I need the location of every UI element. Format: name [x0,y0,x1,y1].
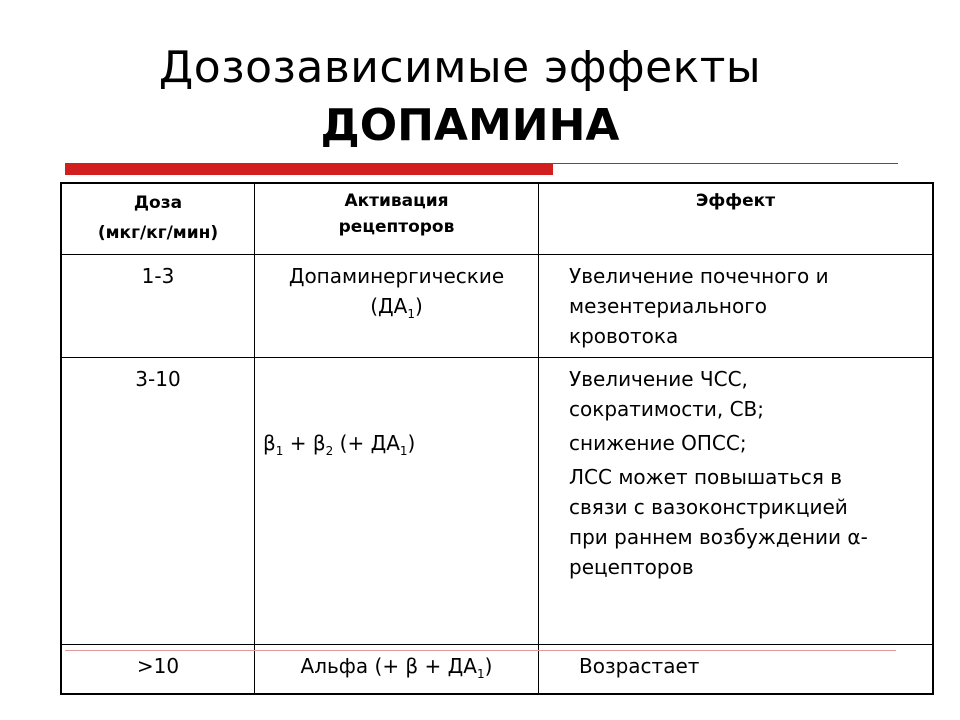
effect-line: при раннем возбуждении α- [569,525,868,549]
receptor-da: (+ ДА [333,431,400,455]
header-effect-label: Эффект [695,191,776,211]
table-row [61,255,933,358]
receptor-text-close: ) [414,294,423,318]
dose-cell: 1-3 [61,255,255,358]
header-activation [255,183,539,255]
effect-line: рецепторов [569,555,694,579]
effect-line: связи с вазоконстрикцией [569,495,848,519]
receptor-close: ) [407,431,416,455]
receptor-cell [255,645,539,695]
effect-cell [539,255,934,358]
effect-cell: Возрастает [539,645,934,695]
dopamine-effects-table [60,182,934,695]
table-header-row [61,183,933,255]
receptor-subscript: 1 [275,444,284,458]
slide-title-line2: ДОПАМИНА [320,100,620,151]
receptor-subscript: 1 [407,307,415,321]
dose-cell: 3-10 [61,358,255,645]
receptor-beta2: + β [283,431,326,455]
table-row [61,358,933,645]
header-dose-line1: Доза [133,193,183,213]
table-row [61,645,933,695]
receptor-cell [255,358,539,645]
header-dose [61,183,255,255]
effect-line: мезентериального [569,294,767,318]
receptor-line2 [255,291,538,329]
effect-line: Увеличение почечного и [569,264,829,288]
effect-line: Увеличение ЧСС, [569,367,748,391]
footer-divider [65,650,896,651]
receptor-subscript: 1 [476,667,485,681]
effect-line: кровотока [569,324,679,348]
effect-line: ЛСС может повышаться в [569,465,843,489]
dose-cell: >10 [61,645,255,695]
header-effect [539,183,934,255]
effect-line: сократимости, СВ; [569,397,765,421]
title-underline-thin [553,163,898,164]
effect-line: снижение ОПСС; [569,431,747,455]
receptor-subscript: 1 [399,444,408,458]
receptor-text: Альфа (+ β + ДА [300,654,477,678]
slide-title-line1: Дозозависимые эффекты [158,42,762,93]
receptor-line1: Допаминергические [288,264,505,288]
receptor-cell [255,255,539,358]
header-activation-line1: Активация [344,191,449,211]
effect-cell [539,358,934,645]
header-dose-line2: (мкг/кг/мин) [97,223,219,243]
receptor-close: ) [484,654,493,678]
header-activation-line2: рецепторов [338,217,455,237]
title-underline-thick [65,163,553,175]
receptor-text: (ДА [370,294,408,318]
receptor-subscript: 2 [325,444,334,458]
receptor-beta1: β [263,431,276,455]
